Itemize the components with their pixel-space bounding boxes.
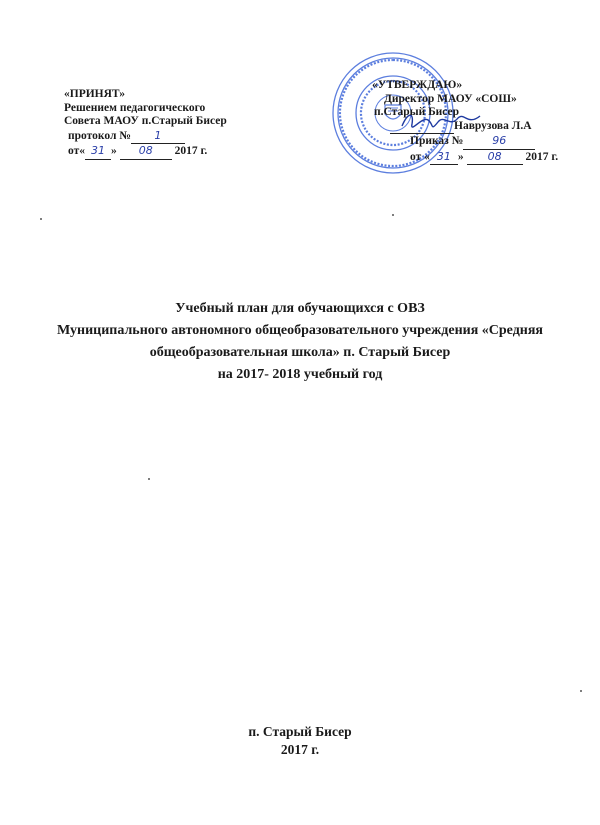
protocol-line	[64, 129, 227, 145]
document-title	[0, 298, 600, 386]
date-mid-left: »	[111, 145, 117, 157]
date-year-left: 2017 г.	[174, 145, 208, 157]
protocol-number: 1	[154, 128, 162, 142]
footer-year: 2017 г.	[280, 742, 320, 757]
order-number: 96	[492, 134, 507, 147]
approval-block-right	[370, 79, 558, 165]
date-day-field-left	[85, 144, 111, 160]
director-position: Директор МАОУ «СОШ»	[384, 92, 517, 105]
date-year-right: 2017 г.	[525, 150, 559, 163]
footer-place: п. Старый Бисер	[248, 724, 352, 739]
director-name: Наврузова Л.А	[454, 119, 532, 132]
title-line-1: Учебный план для обучающихся с ОВЗ	[175, 301, 425, 316]
signature-field	[390, 120, 454, 135]
order-number-field	[463, 134, 535, 150]
order-line	[370, 134, 558, 150]
date-prefix-left: от«	[68, 145, 85, 157]
date-day-field-right	[430, 150, 458, 166]
date-line-left	[64, 144, 227, 160]
approve-heading: «УТВЕРЖДАЮ»	[372, 79, 463, 91]
date-day-right: 31	[436, 149, 451, 163]
approval-block-left	[64, 88, 227, 160]
scan-speck	[392, 214, 394, 216]
scan-speck	[40, 218, 42, 220]
date-line-right	[370, 150, 558, 166]
protocol-number-field	[131, 129, 185, 145]
scan-speck	[580, 690, 582, 692]
date-day-left: 31	[91, 144, 105, 157]
date-prefix-right: от «	[410, 150, 430, 163]
title-line-4: на 2017- 2018 учебный год	[217, 367, 383, 382]
order-label: Приказ №	[410, 135, 464, 147]
title-line-3: общеобразовательная школа» п. Старый Бисер	[149, 345, 451, 360]
scan-speck	[148, 478, 150, 480]
date-month-field-right	[467, 150, 523, 166]
date-month-field-left	[120, 144, 172, 160]
approved-heading: «ПРИНЯТ»	[64, 88, 126, 100]
title-line-2: Муниципального автономного общеобразовательного учреждения «Средняя	[56, 323, 544, 338]
document-footer	[0, 723, 600, 759]
protocol-label: протокол №	[68, 129, 131, 142]
director-signature-line	[370, 120, 558, 135]
approved-line-2: Совета МАОУ п.Старый Бисер	[64, 115, 227, 127]
date-month-left: 08	[138, 144, 153, 157]
date-mid-right: »	[457, 150, 464, 163]
approved-line-1: Решением педагогического	[64, 101, 206, 114]
date-month-right: 08	[487, 149, 502, 163]
school-place: п.Старый Бисер	[374, 106, 460, 118]
